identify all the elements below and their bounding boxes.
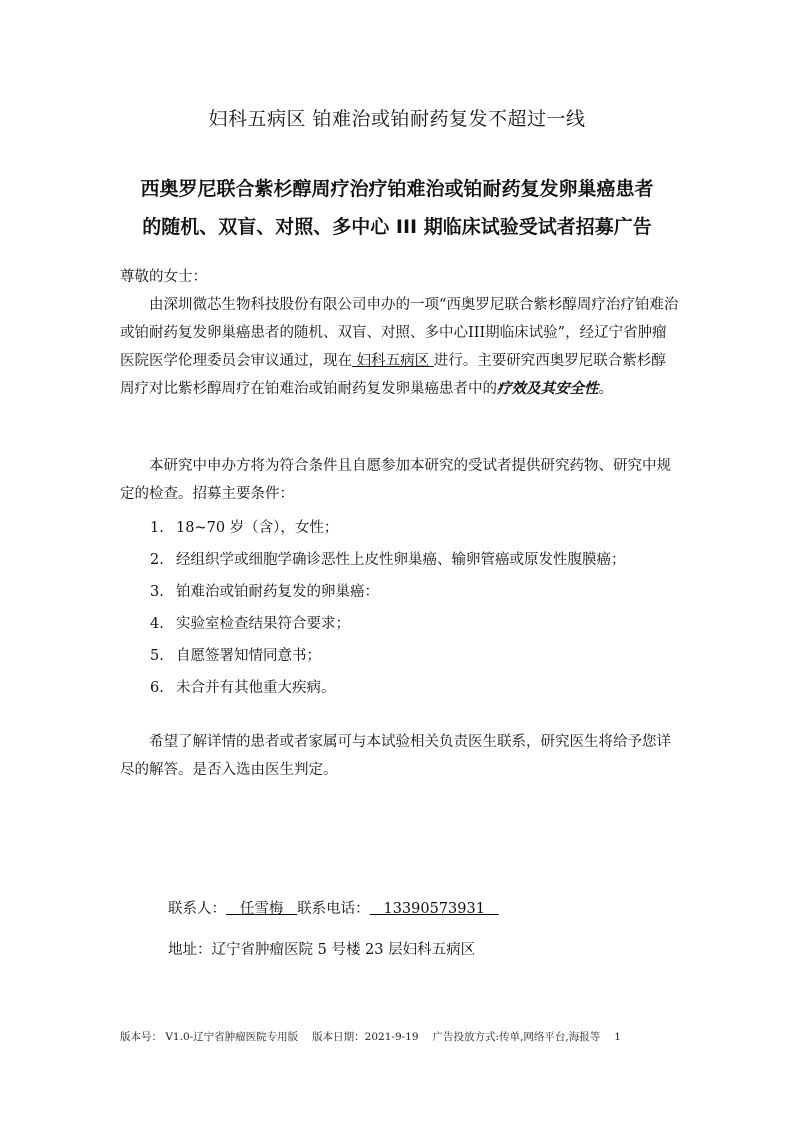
list-item-text: 未合并有其他重大疾病。 — [176, 680, 336, 696]
department-name: 妇科五病区 — [352, 353, 434, 369]
contact-person: 任雪梅 — [226, 901, 298, 917]
list-item — [150, 576, 690, 608]
trial-title-line-1: 西奥罗尼联合紫杉醇周疗治疗铂难治或铂耐药复发卵巢癌患者 — [140, 178, 654, 200]
list-item — [150, 608, 690, 640]
list-item-number: 6. — [150, 680, 164, 696]
footer — [120, 1029, 635, 1044]
list-item — [150, 544, 690, 576]
contact-phone-label: 联系电话： — [297, 901, 370, 917]
intro-text-2: 进行。主要研究西奥罗尼联合紫杉醇周疗对比紫杉醇周疗在铂难治或铂耐药复发卵巢癌患者中的 — [120, 353, 666, 397]
intro-text-1: 由深圳微芯生物科技股份有限公司申办的一项“西奥罗尼联合紫杉醇周疗治疗铂难治或铂耐药复发卵巢癌患者的随机、双盲、对照、多中心III期临床试验”，经辽宁省肿瘤医院医学伦理委员会审议通过，现在 — [120, 297, 679, 369]
list-item-text: 经组织学或细胞学确诊恶性上皮性卵巢癌、输卵管癌或原发性腹膜癌； — [176, 552, 626, 568]
list-item — [150, 640, 690, 672]
list-item-number: 1. — [150, 520, 164, 536]
contact-person-label: 联系人： — [168, 901, 226, 917]
greeting: 尊敬的女士： — [120, 269, 207, 285]
list-item-number: 5. — [150, 648, 164, 664]
recruit-paragraph — [120, 452, 680, 508]
footer-version: 版本号： V1.0-辽宁省肿瘤医院专用版 — [120, 1031, 299, 1043]
page-number: 1 — [614, 1031, 621, 1043]
list-item-text: 实验室检查结果符合要求； — [176, 616, 350, 632]
list-item-number: 3. — [150, 584, 164, 600]
contact-line — [168, 895, 499, 923]
recruit-intro: 本研究中申办方将为符合条件且自愿参加本研究的受试者提供研究药物、研究中规定的检查。招募主要条件： — [120, 458, 671, 502]
intro-emphasis: 疗效及其安全性 — [497, 380, 599, 397]
conditions-list — [150, 512, 690, 704]
list-item-text: 18~70 岁（含），女性； — [176, 520, 339, 536]
intro-paragraph — [120, 291, 680, 403]
list-item — [150, 512, 690, 544]
list-item-number: 2. — [150, 552, 164, 568]
trial-title — [0, 170, 794, 246]
contact-phone: 13390573931 — [369, 901, 499, 917]
page-title: 妇科五病区 铂难治或铂耐药复发不超过一线 — [208, 108, 586, 130]
list-item-number: 4. — [150, 616, 164, 632]
closing-text: 希望了解详情的患者或者家属可与本试验相关负责医生联系，研究医生将给予您详尽的解答。是否入选由医生判定。 — [120, 734, 671, 778]
footer-channels: 广告投放方式:传单,网络平台,海报等 — [432, 1031, 601, 1043]
trial-title-line-2: 的随机、双盲、对照、多中心 III 期临床试验受试者招募广告 — [142, 216, 652, 238]
list-item-text: 铂难治或铂耐药复发的卵巢癌： — [176, 584, 379, 600]
list-item — [150, 672, 690, 704]
intro-text-3: 。 — [598, 381, 613, 397]
footer-date: 版本日期：2021-9-19 — [312, 1031, 419, 1043]
list-item-text: 自愿签署知情同意书； — [176, 648, 321, 664]
closing-paragraph — [120, 728, 680, 784]
address: 地址：辽宁省肿瘤医院 5 号楼 23 层妇科五病区 — [168, 942, 476, 958]
